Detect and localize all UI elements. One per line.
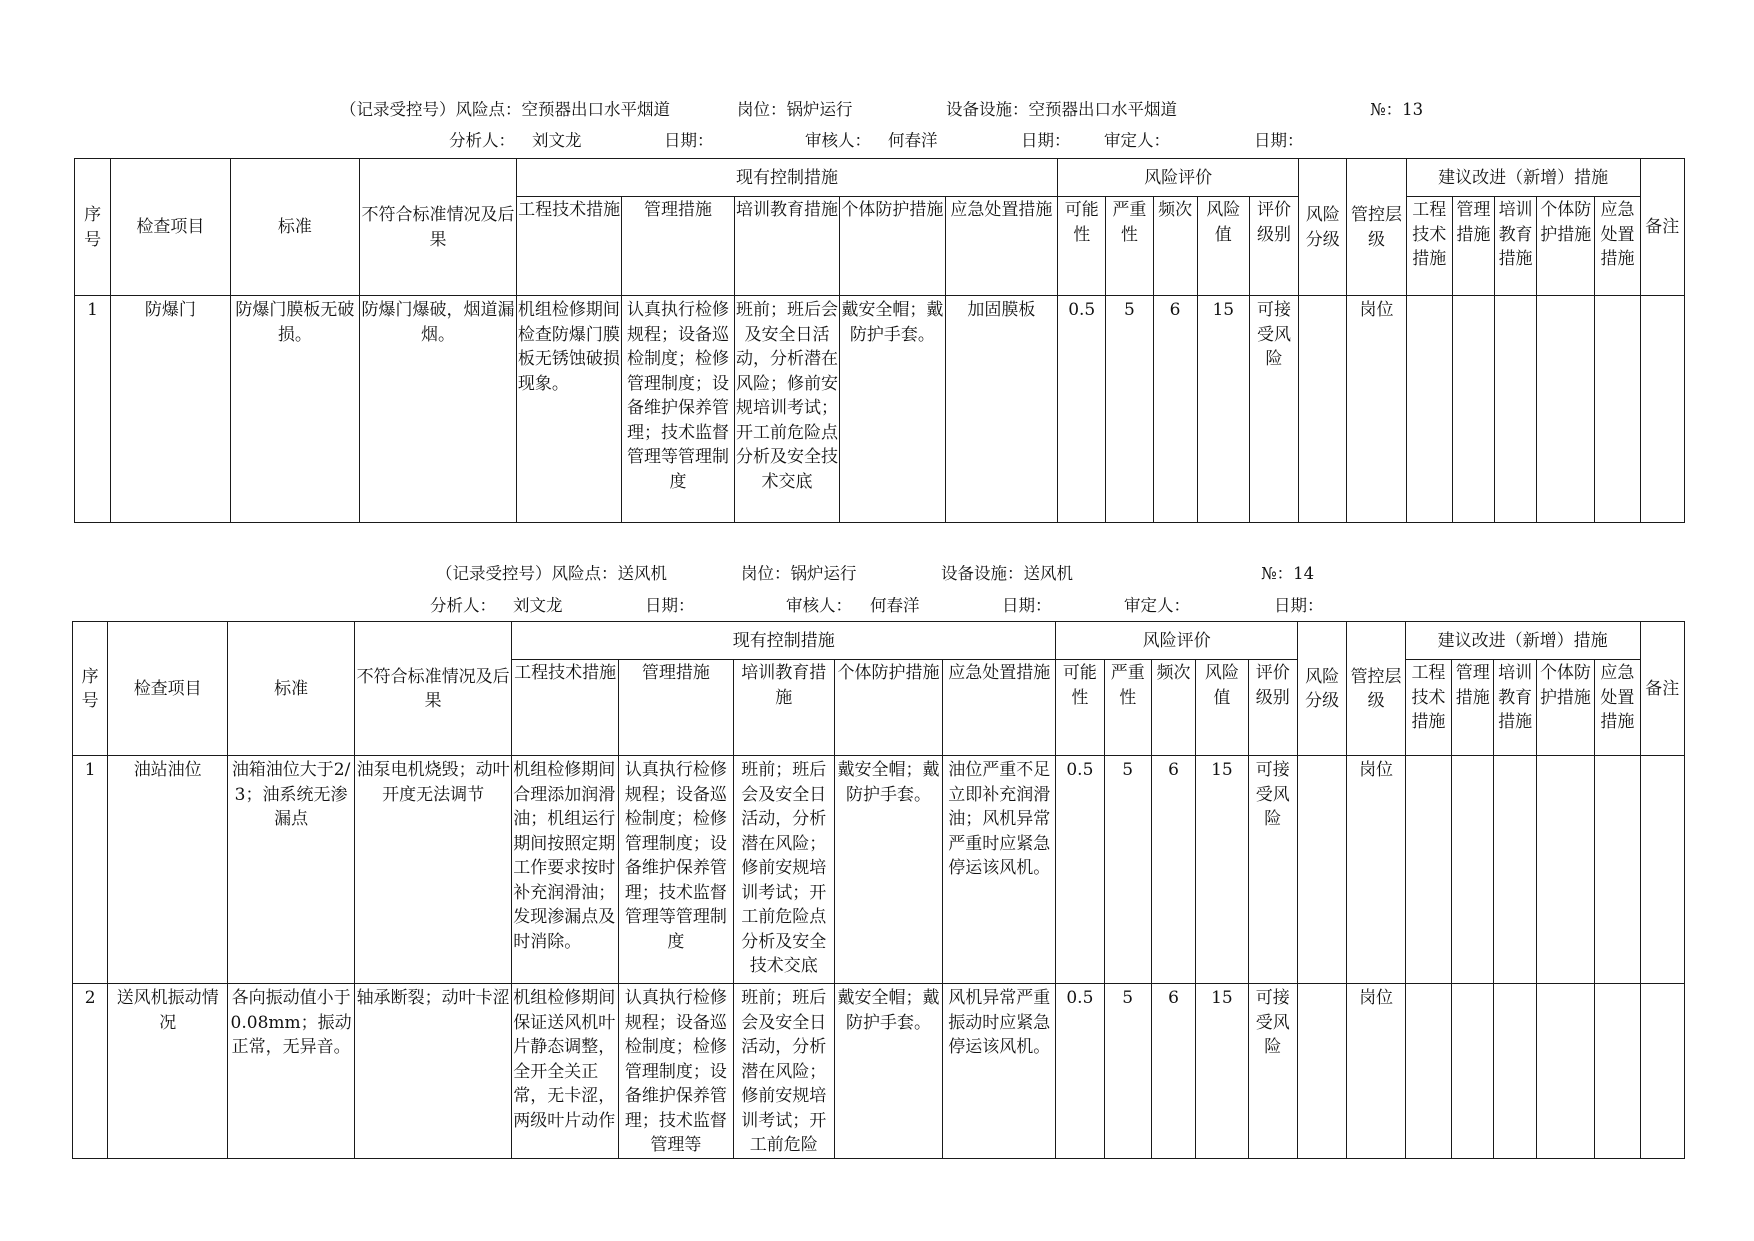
cell-risk-grade <box>1298 984 1347 1159</box>
col-ppe: 个体防护措施 <box>840 197 945 296</box>
col-nonconform: 不符合标准情况及后果 <box>355 622 512 756</box>
reviewer-name: 何春洋 <box>888 131 938 150</box>
cell-ppe: 戴安全帽；戴防护手套。 <box>840 296 945 523</box>
date-label: 日期： <box>664 131 714 150</box>
cell-possibility: 0.5 <box>1058 296 1106 523</box>
cell-severity: 5 <box>1104 756 1151 984</box>
col-mgmt: 管理措施 <box>622 197 734 296</box>
cell-nonconform: 油泵电机烧毁；动叶开度无法调节 <box>355 756 512 984</box>
col-eval-level: 评价级别 <box>1248 660 1297 756</box>
cell-risk-grade <box>1298 756 1347 984</box>
cell-seq: 2 <box>73 984 108 1159</box>
cell-mgmt: 认真执行检修规程；设备巡检制度；检修管理制度；设备维护保养管理；技术监督管理等管理制度 <box>619 756 734 984</box>
cell-eng: 机组检修期间合理添加润滑油；机组运行期间按照定期工作要求按时补充润滑油；发现渗漏点及时消除。 <box>512 756 619 984</box>
col-remarks: 备注 <box>1640 159 1684 296</box>
col-s-emerg: 应急处置措施 <box>1595 197 1640 296</box>
cell-frequency: 6 <box>1153 296 1197 523</box>
cell-standard: 各向振动值小于0.08mm；振动正常，无异音。 <box>228 984 355 1159</box>
col-s-ppe: 个体防护措施 <box>1537 197 1595 296</box>
cell-nonconform: 轴承断裂；动叶卡涩 <box>355 984 512 1159</box>
reviewer-name: 何春洋 <box>870 596 920 615</box>
analyst-label: 分析人： <box>449 131 515 150</box>
col-eng: 工程技术措施 <box>516 197 621 296</box>
col-s-train: 培训教育措施 <box>1494 660 1536 756</box>
col-train: 培训教育措施 <box>734 197 839 296</box>
col-remarks: 备注 <box>1640 622 1684 756</box>
table-row <box>73 984 1685 1159</box>
col-standard: 标准 <box>230 159 360 296</box>
col-risk-value: 风险值 <box>1197 197 1249 296</box>
cell-control-level: 岗位 <box>1347 296 1406 523</box>
cell-emerg: 油位严重不足立即补充润滑油；风机异常严重时应紧急停运该风机。 <box>943 756 1056 984</box>
cell-risk-value: 15 <box>1197 296 1249 523</box>
cell-frequency: 6 <box>1151 984 1195 1159</box>
date-label: 日期： <box>1021 131 1071 150</box>
cell-frequency: 6 <box>1151 756 1195 984</box>
date-label: 日期： <box>645 596 695 615</box>
col-risk-value: 风险值 <box>1196 660 1248 756</box>
col-eval-level: 评价级别 <box>1249 197 1298 296</box>
col-mgmt: 管理措施 <box>619 660 734 756</box>
col-s-train: 培训教育措施 <box>1494 197 1536 296</box>
cell-standard: 油箱油位大于2/3；油系统无渗漏点 <box>228 756 355 984</box>
analyst-label: 分析人： <box>430 596 496 615</box>
cell-s-train <box>1494 756 1536 984</box>
col-s-mgmt: 管理措施 <box>1452 660 1494 756</box>
cell-s-ppe <box>1537 296 1595 523</box>
reviewer-label: 审核人： <box>786 596 852 615</box>
col-nonconform: 不符合标准情况及后果 <box>360 159 517 296</box>
cell-train: 班前；班后会及安全日活动，分析潜在风险；修前安规培训考试；开工前危险点分析及安全技术交底 <box>734 296 839 523</box>
col-group-suggested: 建议改进（新增）措施 <box>1406 159 1640 197</box>
col-possibility: 可能性 <box>1058 197 1106 296</box>
col-s-eng: 工程技术措施 <box>1406 197 1452 296</box>
cell-remarks <box>1640 984 1684 1159</box>
col-possibility: 可能性 <box>1056 660 1104 756</box>
col-s-mgmt: 管理措施 <box>1452 197 1494 296</box>
date-label: 日期： <box>1254 131 1304 150</box>
date-label: 日期： <box>1274 596 1324 615</box>
post: 岗位：锅炉运行 <box>737 100 853 119</box>
cell-s-eng <box>1405 984 1451 1159</box>
cell-s-eng <box>1406 296 1452 523</box>
col-group-risk-evaluation: 风险评价 <box>1058 159 1299 197</box>
col-risk-grade: 风险分级 <box>1299 159 1347 296</box>
cell-item: 防爆门 <box>111 296 231 523</box>
cell-mgmt: 认真执行检修规程；设备巡检制度；检修管理制度；设备维护保养管理；技术监督管理等管理制度 <box>622 296 734 523</box>
col-item: 检查项目 <box>111 159 231 296</box>
col-emerg: 应急处置措施 <box>945 197 1057 296</box>
cell-risk-grade <box>1299 296 1347 523</box>
cell-train: 班前；班后会及安全日活动，分析潜在风险；修前安规培训考试；开工前危险 <box>733 984 834 1159</box>
post: 岗位：锅炉运行 <box>741 564 857 583</box>
col-frequency: 频次 <box>1153 197 1197 296</box>
col-train: 培训教育措施 <box>733 660 834 756</box>
col-frequency: 频次 <box>1151 660 1195 756</box>
col-group-existing-controls: 现有控制措施 <box>512 622 1056 660</box>
cell-s-eng <box>1405 756 1451 984</box>
cell-s-train <box>1494 296 1536 523</box>
cell-severity: 5 <box>1106 296 1153 523</box>
cell-s-ppe <box>1536 984 1594 1159</box>
analyst-name: 刘文龙 <box>513 596 563 615</box>
cell-ppe: 戴安全帽；戴防护手套。 <box>834 756 943 984</box>
col-risk-grade: 风险分级 <box>1298 622 1347 756</box>
cell-eval-level: 可接受风险 <box>1248 984 1297 1159</box>
cell-item: 油站油位 <box>108 756 228 984</box>
reviewer-label: 审核人： <box>805 131 871 150</box>
cell-s-mgmt <box>1452 984 1494 1159</box>
cell-remarks <box>1640 296 1684 523</box>
facility: 设备设施：送风机 <box>941 564 1073 583</box>
record-number: №：14 <box>1261 564 1315 583</box>
cell-item: 送风机振动情况 <box>108 984 228 1159</box>
cell-s-emerg <box>1595 296 1640 523</box>
record-risk-point: （记录受控号）风险点：送风机 <box>436 564 667 583</box>
cell-risk-value: 15 <box>1196 756 1248 984</box>
date-label: 日期： <box>1002 596 1052 615</box>
cell-eng: 机组检修期间保证送风机叶片静态调整，全开全关正常，无卡涩，两级叶片动作 <box>512 984 619 1159</box>
table-row <box>75 296 1685 523</box>
cell-s-emerg <box>1595 984 1640 1159</box>
analyst-name: 刘文龙 <box>532 131 582 150</box>
cell-nonconform: 防爆门爆破，烟道漏烟。 <box>360 296 517 523</box>
cell-s-mgmt <box>1452 756 1494 984</box>
cell-eval-level: 可接受风险 <box>1248 756 1297 984</box>
cell-possibility: 0.5 <box>1056 984 1104 1159</box>
col-s-eng: 工程技术措施 <box>1405 660 1451 756</box>
col-s-emerg: 应急处置措施 <box>1595 660 1640 756</box>
col-group-risk-evaluation: 风险评价 <box>1056 622 1298 660</box>
risk-table <box>74 158 1685 523</box>
approver-label: 审定人： <box>1104 131 1170 150</box>
cell-seq: 1 <box>73 756 108 984</box>
cell-possibility: 0.5 <box>1056 756 1104 984</box>
cell-ppe: 戴安全帽；戴防护手套。 <box>834 984 943 1159</box>
cell-s-ppe <box>1536 756 1594 984</box>
cell-eng: 机组检修期间检查防爆门膜板无锈蚀破损现象。 <box>516 296 621 523</box>
cell-emerg: 风机异常严重振动时应紧急停运该风机。 <box>943 984 1056 1159</box>
approver-label: 审定人： <box>1124 596 1190 615</box>
col-severity: 严重性 <box>1104 660 1151 756</box>
col-severity: 严重性 <box>1106 197 1153 296</box>
col-group-suggested: 建议改进（新增）措施 <box>1405 622 1640 660</box>
risk-table <box>72 621 1685 1159</box>
col-item: 检查项目 <box>108 622 228 756</box>
cell-s-mgmt <box>1452 296 1494 523</box>
cell-standard: 防爆门膜板无破损。 <box>230 296 360 523</box>
col-ppe: 个体防护措施 <box>834 660 943 756</box>
record-risk-point: （记录受控号）风险点：空预器出口水平烟道 <box>340 100 670 119</box>
cell-s-train <box>1494 984 1536 1159</box>
col-seq: 序号 <box>75 159 111 296</box>
cell-eval-level: 可接受风险 <box>1249 296 1298 523</box>
cell-emerg: 加固膜板 <box>945 296 1057 523</box>
cell-remarks <box>1640 756 1684 984</box>
col-control-level: 管控层级 <box>1347 159 1406 296</box>
cell-control-level: 岗位 <box>1347 756 1405 984</box>
cell-control-level: 岗位 <box>1347 984 1405 1159</box>
col-emerg: 应急处置措施 <box>943 660 1056 756</box>
cell-mgmt: 认真执行检修规程；设备巡检制度；检修管理制度；设备维护保养管理；技术监督管理等 <box>619 984 734 1159</box>
col-seq: 序号 <box>73 622 108 756</box>
facility: 设备设施：空预器出口水平烟道 <box>946 100 1177 119</box>
col-s-ppe: 个体防护措施 <box>1536 660 1594 756</box>
cell-train: 班前；班后会及安全日活动，分析潜在风险；修前安规培训考试；开工前危险点分析及安全技术交底 <box>733 756 834 984</box>
record-number: №：13 <box>1370 100 1424 119</box>
col-standard: 标准 <box>228 622 355 756</box>
col-group-existing-controls: 现有控制措施 <box>516 159 1057 197</box>
cell-seq: 1 <box>75 296 111 523</box>
cell-severity: 5 <box>1104 984 1151 1159</box>
cell-s-emerg <box>1595 756 1640 984</box>
col-control-level: 管控层级 <box>1347 622 1405 756</box>
table-row <box>73 756 1685 984</box>
cell-risk-value: 15 <box>1196 984 1248 1159</box>
col-eng: 工程技术措施 <box>512 660 619 756</box>
